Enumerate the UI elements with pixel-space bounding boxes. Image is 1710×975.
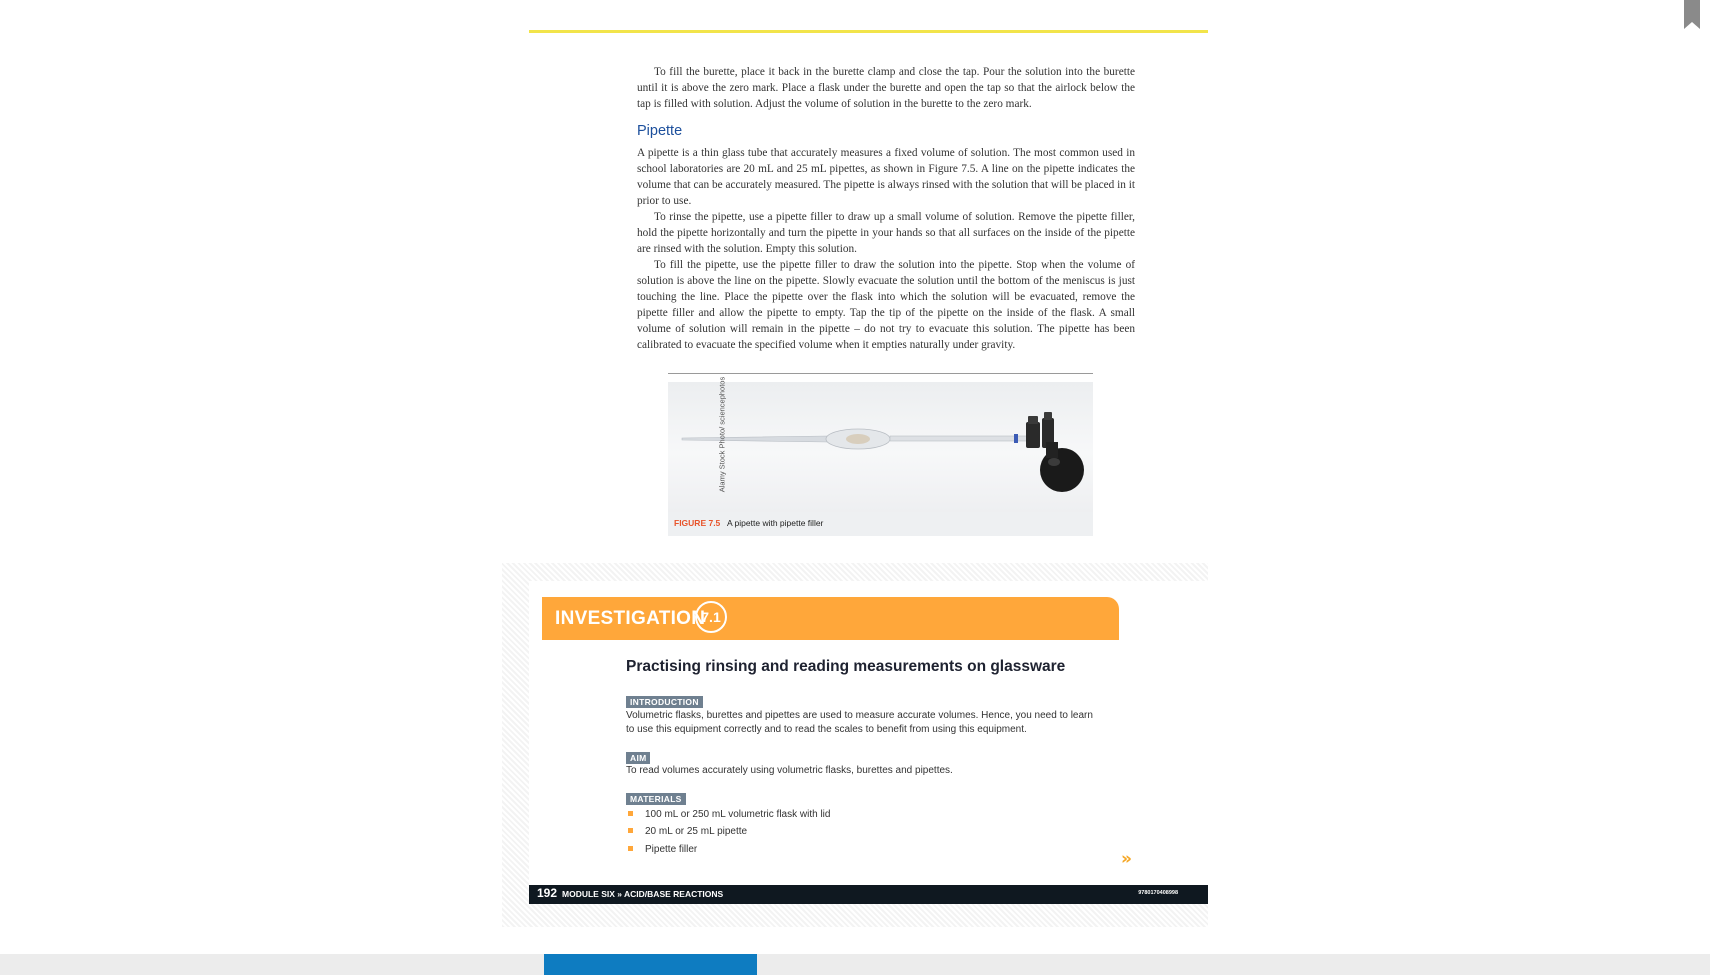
introduction-tag-wrap	[626, 692, 703, 710]
figure-top-rule	[668, 373, 1093, 374]
bullet-square-icon	[628, 828, 633, 833]
figure-caption-text: A pipette with pipette filler	[727, 518, 824, 528]
pipette-illustration	[668, 382, 1093, 512]
page-number: 192	[537, 886, 558, 900]
pipette-text	[637, 145, 1135, 353]
introduction-tag: INTRODUCTION	[626, 696, 703, 708]
footer-module-title: MODULE SIX » ACID/BASE REACTIONS	[562, 889, 724, 899]
paragraph-pipette-fill: To fill the pipette, use the pipette filler to draw the solution into the pipette. Stop when the volume of solution is above the line on the pipette. Slowly evacuate the solution until the bottom of the meniscus is just touching the line. Place the pipette over the flask into which the solution will be evacuated, remove the pipette filler and allow the pipette to empty. Tap the tip of the pipette on the inside of the flask. A small volume of solution will remain in the pipette – do not try to evacuate this solution. The pipette has been calibrated to evacuate the specified volume when it empties naturally under gravity.	[637, 259, 1135, 351]
aim-tag: AIM	[626, 752, 650, 764]
figure-photo-credit: Alamy Stock Photo/ sciencephotos	[717, 376, 727, 493]
paragraph-burette-fill: To fill the burette, place it back in the burette clamp and close the tap. Pour the solution into the burette until it is above the zero mark. Place a flask under the burette and open the tap so that the airlock below the tap is filled with solution. Adjust the volume of solution in the burette to the zero mark.	[637, 66, 1135, 110]
materials-tag: MATERIALS	[626, 793, 686, 805]
paragraph-pipette-intro: A pipette is a thin glass tube that accurately measures a fixed volume of solution. The most common used in school laboratories are 20 mL and 25 mL pipettes, as shown in Figure 7.5. A line on the pipette indicates the volume that can be accurately measured. The pipette is always rinsed with the solution that will be placed in it prior to use.	[637, 147, 1135, 207]
top-accent-rule	[529, 30, 1208, 33]
introduction-text: Volumetric flasks, burettes and pipettes are used to measure accurate volumes. Hence, you need to learn to use this equipment correctly and to read the scales to benefit from using this equipment.	[626, 710, 1093, 735]
footer-isbn: 9780170408998	[1138, 890, 1178, 896]
figure-label: FIGURE 7.5	[674, 518, 721, 528]
bookmark-icon[interactable]	[1676, 0, 1710, 30]
section-heading-pipette: Pipette	[637, 123, 683, 139]
list-item: 100 mL or 250 mL volumetric flask with lid	[628, 809, 830, 820]
aim-text: To read volumes accurately using volumetric flasks, burettes and pipettes.	[626, 765, 953, 776]
bullet-square-icon	[628, 846, 633, 851]
reading-progress-bar[interactable]	[544, 954, 757, 975]
paragraph-pipette-rinse: To rinse the pipette, use a pipette filler to draw up a small volume of solution. Remove the pipette filler, hold the pipette horizontally and turn the pipette in your hands so that all surfaces on the inside of the pipette are rinsed with the solution. Empty this solution.	[637, 211, 1135, 255]
viewer-bottom-bar[interactable]	[0, 954, 1710, 975]
list-item: 20 mL or 25 mL pipette	[628, 826, 747, 837]
materials-tag-wrap	[626, 789, 686, 807]
continue-chevron-icon: »	[1121, 849, 1132, 869]
investigation-title: INVESTIGATION	[555, 608, 706, 629]
list-item: Pipette filler	[628, 844, 697, 855]
figure-caption	[668, 512, 1093, 536]
figure-photo-pipette	[668, 382, 1093, 512]
investigation-number-badge	[695, 601, 727, 633]
bullet-square-icon	[628, 811, 633, 816]
investigation-number: 7.1	[701, 609, 721, 625]
page-footer	[529, 885, 1208, 904]
investigation-heading: Practising rinsing and reading measurements on glassware	[626, 658, 1066, 675]
